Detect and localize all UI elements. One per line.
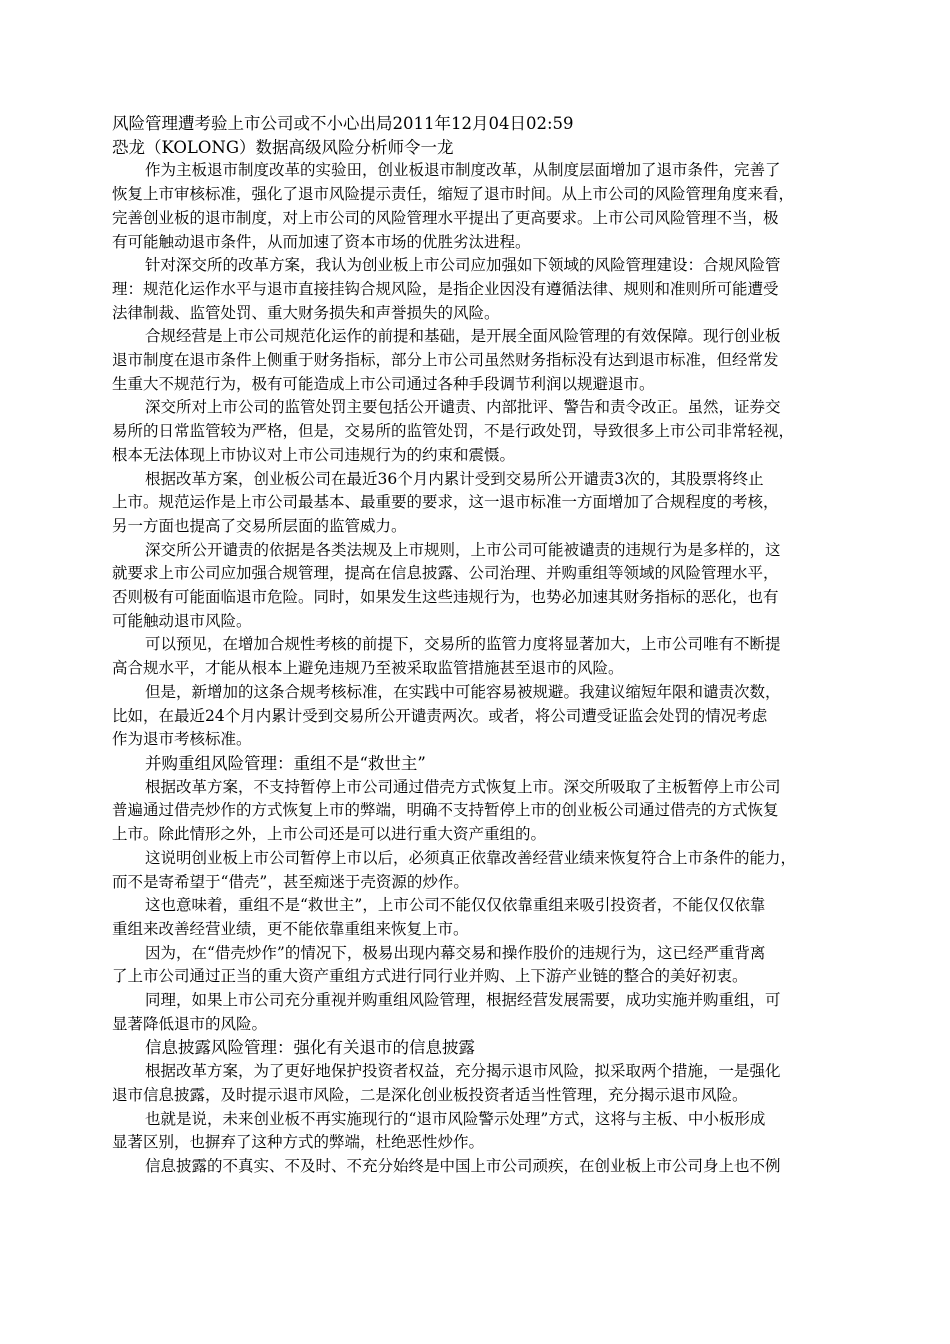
paragraph-line: 深交所对上市公司的监管处罚主要包括公开谴责、内部批评、警告和责令改正。虽然，证券交 — [145, 398, 781, 417]
paragraph-line: 退市信息披露，及时提示退市风险，二是深化创业板投资者适当性管理，充分揭示退市风险。 — [112, 1085, 748, 1104]
article-byline: 恐龙（KOLONG）数据高级风险分析师令一龙 — [112, 137, 454, 157]
paragraph-line: 理：规范化运作水平与退市直接挂钩合规风险，是指企业因没有遵循法律、规则和准则所可能遭受 — [112, 279, 779, 298]
paragraph-line: 针对深交所的改革方案，我认为创业板上市公司应加强如下领域的风险管理建设：合规风险管 — [145, 256, 781, 275]
paragraph-line: 根本无法体现上市协议对上市公司违规行为的约束和震慑。 — [112, 445, 516, 464]
paragraph-line: 作为主板退市制度改革的实验田，创业板退市制度改革，从制度层面增加了退市条件，完善了 — [145, 161, 781, 180]
paragraph-line: 根据改革方案，不支持暂停上市公司通过借壳方式恢复上市。深交所吸取了主板暂停上市公司 — [145, 777, 781, 796]
paragraph-line: 否则极有可能面临退市危险。同时，如果发生这些违规行为，也势必加速其财务指标的恶化，也有 — [112, 588, 779, 607]
paragraph-line: 这说明创业板上市公司暂停上市以后，必须真正依靠改善经营业绩来恢复符合上市条件的能力， — [145, 848, 797, 867]
paragraph-line: 高合规水平，才能从根本上避免违规乃至被采取监管措施甚至退市的风险。 — [112, 659, 624, 678]
paragraph-line: 普遍通过借壳炒作的方式恢复上市的弊端，明确不支持暂停上市的创业板公司通过借壳的方式恢复 — [112, 801, 779, 820]
paragraph-line: 完善创业板的退市制度，对上市公司的风险管理水平提出了更高要求。上市公司风险管理不当，极 — [112, 208, 779, 227]
paragraph-line: 因为，在“借壳炒作”的情况下，极易出现内幕交易和操作股价的违规行为，这已经严重背离 — [145, 943, 766, 962]
paragraph-line: 重组来改善经营业绩，更不能依靠重组来恢复上市。 — [112, 919, 469, 938]
paragraph-line: 但是，新增加的这条合规考核标准，在实践中可能容易被规避。我建议缩短年限和谴责次数， — [145, 682, 781, 701]
paragraph-line: 同理，如果上市公司充分重视并购重组风险管理，根据经营发展需要，成功实施并购重组，可 — [145, 991, 781, 1010]
paragraph-line: 有可能触动退市条件，从而加速了资本市场的优胜劣汰进程。 — [112, 232, 531, 251]
article-body — [112, 159, 850, 1178]
paragraph-line: 也就是说，未来创业板不再实施现行的“退市风险警示处理”方式，这将与主板、中小板形成 — [145, 1109, 766, 1128]
paragraph-line: 深交所公开谴责的依据是各类法规及上市规则，上市公司可能被谴责的违规行为是多样的，这 — [145, 540, 781, 559]
paragraph-line: 根据改革方案，为了更好地保护投资者权益，充分揭示退市风险，拟采取两个措施，一是强化 — [145, 1062, 781, 1081]
paragraph-line: 上市。规范运作是上市公司最基本、最重要的要求，这一退市标准一方面增加了合规程度的考核， — [112, 493, 779, 512]
paragraph-line: 作为退市考核标准。 — [112, 730, 252, 749]
paragraph-line: 恢复上市审核标准，强化了退市风险提示责任，缩短了退市时间。从上市公司的风险管理角度来看， — [112, 185, 795, 204]
paragraph-line: 这也意味着，重组不是“救世主”，上市公司不能仅仅依靠重组来吸引投资者，不能仅仅依靠 — [145, 896, 766, 915]
paragraph-line: 生重大不规范行为，极有可能造成上市公司通过各种手段调节利润以规避退市。 — [112, 374, 655, 393]
paragraph-line: 可以预见，在增加合规性考核的前提下，交易所的监管力度将显著加大，上市公司唯有不断提 — [145, 635, 781, 654]
paragraph-line: 另一方面也提高了交易所层面的监管威力。 — [112, 516, 407, 535]
paragraph-line: 根据改革方案，创业板公司在最近36个月内累计受到交易所公开谴责3次的，其股票将终止 — [145, 469, 764, 488]
paragraph-line: 退市制度在退市条件上侧重于财务指标，部分上市公司虽然财务指标没有达到退市标准，但经常发 — [112, 351, 779, 370]
section-heading: 并购重组风险管理：重组不是“救世主” — [145, 753, 426, 773]
paragraph-line: 信息披露的不真实、不及时、不充分始终是中国上市公司顽疾，在创业板上市公司身上也不例 — [145, 1156, 781, 1175]
paragraph-line: 可能触动退市风险。 — [112, 611, 252, 630]
paragraph-line: 了上市公司通过正当的重大资产重组方式进行同行业并购、上下游产业链的整合的美好初衷。 — [112, 967, 748, 986]
paragraph-line: 易所的日常监管较为严格，但是，交易所的监管处罚，不是行政处罚，导致很多上市公司非常轻视， — [112, 422, 795, 441]
paragraph-line: 显著降低退市的风险。 — [112, 1014, 268, 1033]
paragraph-line: 上市。除此情形之外，上市公司还是可以进行重大资产重组的。 — [112, 825, 547, 844]
paragraph-line: 比如，在最近24个月内累计受到交易所公开谴责两次。或者，将公司遭受证监会处罚的情况考虑 — [112, 706, 768, 725]
paragraph-line: 合规经营是上市公司规范化运作的前提和基础，是开展全面风险管理的有效保障。现行创业板 — [145, 327, 781, 346]
paragraph-line: 法律制裁、监管处罚、重大财务损失和声誉损失的风险。 — [112, 303, 500, 322]
section-heading: 信息披露风险管理：强化有关退市的信息披露 — [145, 1038, 475, 1058]
paragraph-line: 而不是寄希望于“借壳”，甚至痴迷于壳资源的炒作。 — [112, 872, 469, 891]
document-page — [112, 112, 850, 1179]
paragraph-line: 就要求上市公司应加强合规管理，提高在信息披露、公司治理、并购重组等领域的风险管理水平， — [112, 564, 779, 583]
paragraph-line: 显著区别，也摒弃了这种方式的弊端，杜绝恶性炒作。 — [112, 1133, 485, 1152]
article-title: 风险管理遭考验上市公司或不小心出局2011年12月04日02:59 — [112, 114, 574, 133]
